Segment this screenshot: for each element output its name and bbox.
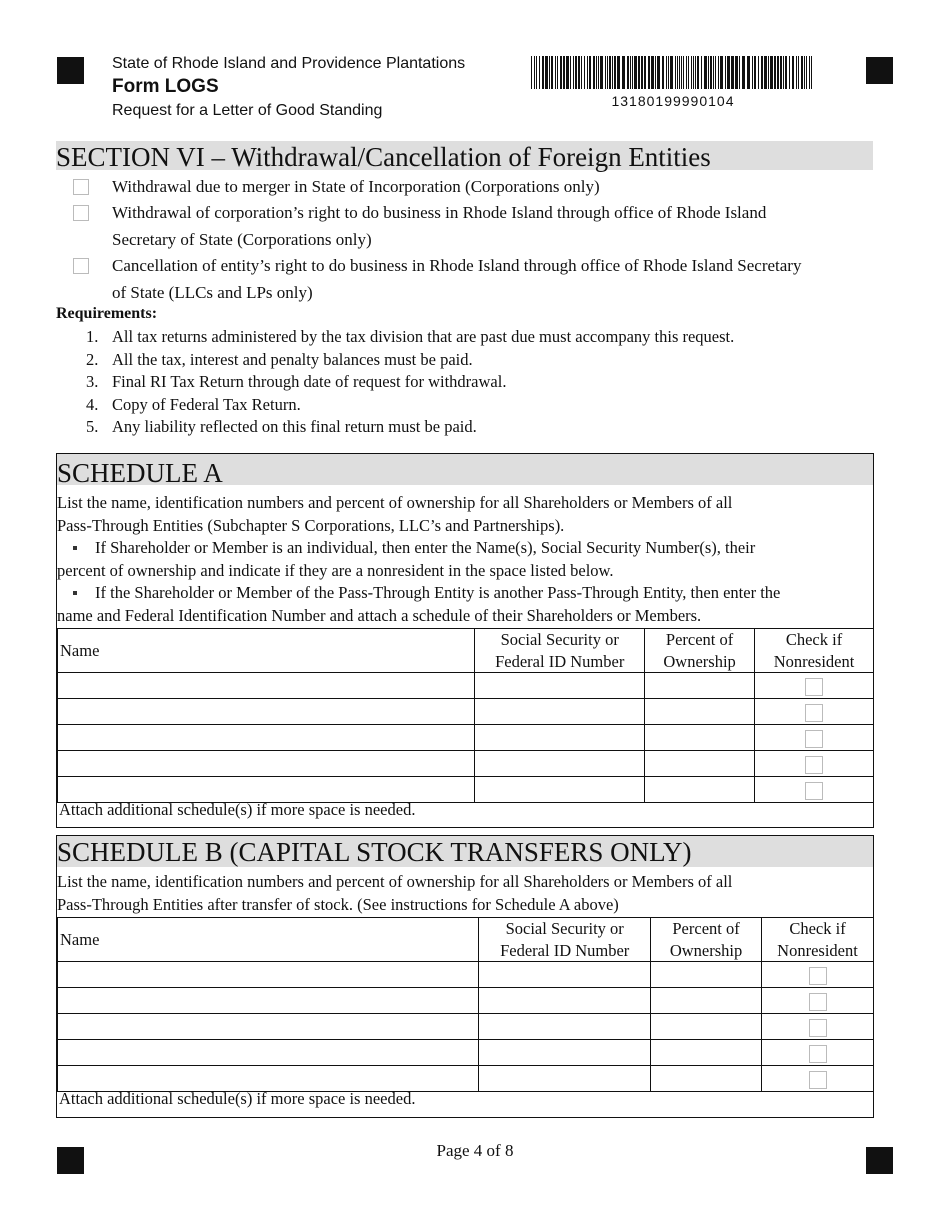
barcode-bar [801,56,803,89]
id-number-field[interactable] [479,1014,651,1040]
percent-field[interactable] [651,1066,762,1092]
option-corporation-withdrawal-label: Withdrawal of corporation’s right to do business in Rhode Island through office of Rhode Island Secretary of State (Corporations only) [112,203,767,249]
barcode-bar [727,56,730,89]
col-percent: Percent of Ownership [651,918,762,962]
nonresident-checkbox[interactable] [805,704,823,722]
barcode-bar [688,56,689,89]
barcode-bar [545,56,548,89]
barcode-bar [679,56,680,89]
barcode-bar [587,56,588,89]
barcode-bar [752,56,753,89]
bullet-icon [73,546,77,550]
percent-field[interactable] [645,777,755,803]
id-number-field[interactable] [475,673,645,699]
table-row [58,1066,874,1092]
col-ssn: Social Security or Federal ID Number [479,918,651,962]
barcode-bar [811,56,812,89]
id-number-field[interactable] [479,1040,651,1066]
barcode-bar [792,56,794,89]
col-nonresident: Check if Nonresident [762,918,874,962]
name-field[interactable] [58,699,475,725]
barcode-bar [600,56,603,89]
barcode [531,56,815,89]
barcode-bar [566,56,569,89]
name-field[interactable] [58,1014,479,1040]
percent-field[interactable] [645,699,755,725]
option-checkbox-corporation-withdrawal[interactable] [73,205,89,221]
name-field[interactable] [58,1040,479,1066]
table-row [58,988,874,1014]
option-checkbox-llc-cancellation[interactable] [73,258,89,274]
barcode-bar [761,56,763,89]
requirement-item: 3. Final RI Tax Return through date of request for withdrawal. [86,372,507,391]
percent-field[interactable] [645,725,755,751]
barcode-bar [731,56,734,89]
schedule-a-table [57,628,874,803]
barcode-bar [632,56,633,89]
form-name: Form LOGS [112,76,219,97]
barcode-bar [777,56,779,89]
barcode-bar [754,56,756,89]
barcode-bar [715,56,716,89]
name-field[interactable] [58,962,479,988]
col-nonresident: Check if Nonresident [755,629,874,673]
table-header [58,629,874,673]
barcode-bar [683,56,684,89]
barcode-bar [718,56,719,89]
id-number-field[interactable] [479,962,651,988]
requirement-item: 1. All tax returns administered by the tax division that are past due must accompany this request. [86,327,735,346]
barcode-bar [531,56,532,89]
option-llc-cancellation-label: Cancellation of entity’s right to do business in Rhode Island through office of Rhode Island Secretary of State (LLCs and LPs only) [112,256,802,302]
schedule-b [56,835,874,1118]
barcode-bar [735,56,738,89]
barcode-bar [686,56,687,89]
barcode-number: 13180199990104 [611,93,735,109]
barcode-bar [739,56,740,89]
name-field[interactable] [58,988,479,1014]
requirement-item: 5. Any liability reflected on this final return must be paid. [86,417,477,436]
barcode-bar [701,56,702,89]
schedule-b-title: SCHEDULE B (CAPITAL STOCK TRANSFERS ONLY) [57,836,873,867]
registration-mark-top-right [866,57,893,84]
barcode-bar [563,56,565,89]
page-number: Page 4 of 8 [436,1141,514,1160]
percent-field[interactable] [645,751,755,777]
barcode-bar [605,56,606,89]
registration-mark-top-left [57,57,84,84]
barcode-bar [549,56,550,89]
barcode-bar [584,56,585,89]
barcode-bar [697,56,699,89]
requirement-item: 4. Copy of Federal Tax Return. [86,394,301,414]
barcode-bar [555,56,556,89]
id-number-field[interactable] [475,751,645,777]
barcode-bar [770,56,773,89]
nonresident-checkbox[interactable] [809,1019,827,1037]
option-checkbox-merger[interactable] [73,179,89,195]
barcode-bar [742,56,745,89]
barcode-bar [747,56,750,89]
nonresident-checkbox[interactable] [805,678,823,696]
name-field[interactable] [58,777,475,803]
barcode-bar [783,56,784,89]
attach-note: Attach additional schedule(s) if more space is needed. [59,1089,416,1108]
barcode-bar [598,56,599,89]
barcode-bar [764,56,767,89]
barcode-bar [806,56,807,89]
barcode-bar [804,56,805,89]
barcode-bar [641,56,643,89]
percent-field[interactable] [651,988,762,1014]
barcode-bar [622,56,625,89]
table-row [58,1014,874,1040]
barcode-bar [798,56,799,89]
barcode-bar [695,56,696,89]
barcode-bar [578,56,580,89]
barcode-bar [627,56,629,89]
schedule-b-table [57,917,874,1092]
barcode-bar [573,56,574,89]
barcode-bar [655,56,656,89]
barcode-bar [670,56,673,89]
barcode-bar [704,56,707,89]
name-field[interactable] [58,673,475,699]
barcode-bar [780,56,782,89]
col-percent: Percent of Ownership [645,629,755,673]
nonresident-checkbox[interactable] [805,782,823,800]
barcode-bar [710,56,712,89]
percent-field[interactable] [651,1040,762,1066]
barcode-bar [551,56,553,89]
barcode-bar [557,56,558,89]
attach-note: Attach additional schedule(s) if more space is needed. [59,800,416,819]
nonresident-checkbox[interactable] [809,967,827,985]
barcode-bar [675,56,676,89]
barcode-bar [570,56,571,89]
percent-field[interactable] [645,673,755,699]
barcode-bar [638,56,640,89]
nonresident-checkbox[interactable] [805,756,823,774]
id-number-field[interactable] [475,725,645,751]
barcode-bar [542,56,544,89]
section-title: SECTION VI – Withdrawal/Cancellation of Foreign Entities [56,141,873,170]
barcode-bar [681,56,682,89]
bullet-icon [73,591,77,595]
id-number-field[interactable] [475,699,645,725]
nonresident-checkbox[interactable] [809,1071,827,1089]
barcode-bar [589,56,591,89]
barcode-bar [593,56,595,89]
percent-field[interactable] [651,962,762,988]
nonresident-checkbox[interactable] [809,1045,827,1063]
table-row [58,962,874,988]
barcode-bar [634,56,637,89]
barcode-bar [614,56,616,89]
barcode-bar [612,56,613,89]
barcode-bar [768,56,769,89]
barcode-bar [539,56,540,89]
table-row [58,1040,874,1066]
id-number-field[interactable] [479,988,651,1014]
barcode-bar [666,56,667,89]
barcode-bar [708,56,709,89]
percent-field[interactable] [651,1014,762,1040]
barcode-bar [644,56,646,89]
table-header [58,918,874,962]
name-field[interactable] [58,751,475,777]
barcode-bar [758,56,759,89]
barcode-bar [617,56,620,89]
barcode-bar [651,56,654,89]
schedule-b-instructions: List the name, identification numbers and percent of ownership for all Shareholders or Members of all Pass-Through Entities after transfer of stock. (See instructions for Schedule A above) [57,872,733,914]
name-field[interactable] [58,1066,479,1092]
nonresident-checkbox[interactable] [805,730,823,748]
nonresident-checkbox[interactable] [809,993,827,1011]
barcode-bar [536,56,537,89]
barcode-bar [725,56,726,89]
barcode-bar [720,56,723,89]
table-row [58,777,874,803]
barcode-bar [691,56,692,89]
barcode-bar [607,56,608,89]
table-row [58,751,874,777]
barcode-bar [662,56,664,89]
barcode-bar [560,56,562,89]
schedule-a-title: SCHEDULE A [57,454,873,485]
form-title: Request for a Letter of Good Standing [112,102,383,119]
col-name: Name [58,629,475,673]
schedule-a-instructions: List the name, identification numbers and percent of ownership for all Shareholders or Members of all Pass-Through Entities (Subchapter S Corporations, LLC’s and Partnerships). If Shareholder or Member is an individual, then enter the Name(s), Social Security Number(s), their percent of ownership and indicate if they are a nonresident in the space listed below. If the Shareholder or Member of the Pass-Through Entity is another Pass-Through Entity, then enter the name and Federal Identification Number and attach a schedule of their Shareholders or Members. [57,493,781,625]
id-number-field[interactable] [475,777,645,803]
requirements-list [86,326,734,439]
name-field[interactable] [58,725,475,751]
barcode-bar [575,56,577,89]
barcode-bar [534,56,535,89]
barcode-bar [693,56,694,89]
option-merger-label: Withdrawal due to merger in State of Incorporation (Corporations only) [112,177,600,196]
barcode-bar [774,56,776,89]
barcode-bar [657,56,660,89]
barcode-bar [677,56,678,89]
col-ssn: Social Security or Federal ID Number [475,629,645,673]
table-row [58,725,874,751]
agency-name: State of Rhode Island and Providence Plantations [112,55,466,72]
requirements-title: Requirements: [56,305,158,322]
barcode-bar [796,56,797,89]
barcode-bar [785,56,787,89]
requirement-item: 2. All the tax, interest and penalty balances must be paid. [86,349,473,369]
barcode-bar [581,56,582,89]
barcode-bar [648,56,650,89]
barcode-bar [630,56,631,89]
barcode-bar [668,56,669,89]
barcode-bar [713,56,714,89]
col-name: Name [58,918,479,962]
barcode-bar [596,56,597,89]
id-number-field[interactable] [479,1066,651,1092]
barcode-bar [789,56,790,89]
barcode-bar [809,56,810,89]
barcode-bar [609,56,611,89]
table-row [58,673,874,699]
table-row [58,699,874,725]
schedule-a [56,453,874,828]
